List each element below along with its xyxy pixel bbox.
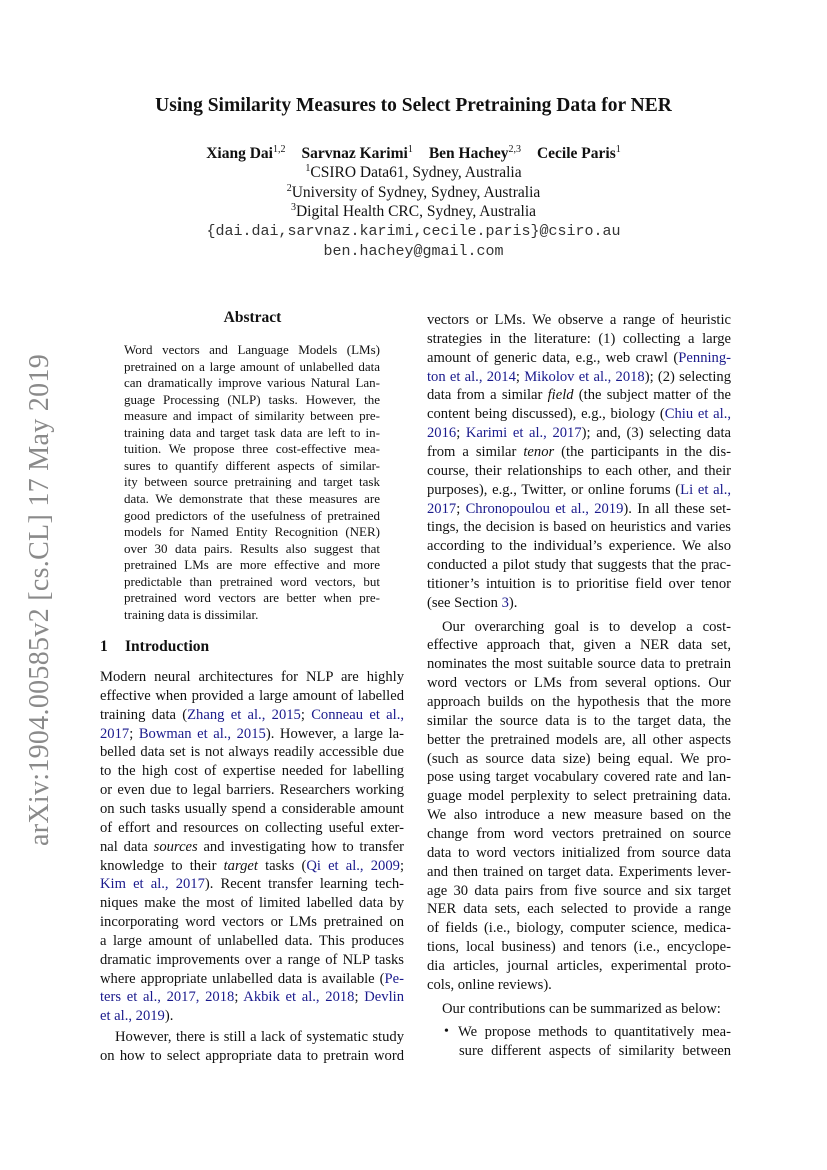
body-text: purposes), e.g., Twitter, or online forums ( — [427, 481, 681, 498]
body-text: and investigating how to transfer — [197, 838, 404, 855]
paragraph-line — [427, 712, 731, 730]
abstract-line: models for Named Entity Recognition (NER) — [124, 524, 380, 540]
arxiv-identifier-stamp — [10, 355, 70, 845]
body-text: pose using target vocabulary covered rate and lan- — [427, 769, 731, 786]
section-number: 1 — [100, 638, 108, 655]
paragraph-line — [100, 781, 404, 799]
citation-link[interactable]: Li et al., — [680, 481, 731, 498]
body-text: similar the source data is to the target data, the — [427, 712, 731, 729]
paragraph-line — [427, 957, 731, 975]
body-text: on how to select appropriate data to pretrain word — [100, 1048, 404, 1064]
paragraph-line — [427, 386, 731, 404]
body-text: of fields (i.e., biology, computer science, medica- — [427, 920, 731, 937]
paragraph-line — [100, 743, 404, 761]
body-text: cols, online reviews). — [427, 976, 552, 993]
body-text: guage model perplexity to select pretraining data. — [427, 788, 731, 805]
body-text: tasks ( — [257, 857, 307, 874]
paragraph-line — [427, 575, 731, 593]
paragraph-line — [100, 762, 404, 780]
author-list — [0, 144, 827, 163]
abstract-line: ity between source pretraining and target task — [124, 474, 380, 490]
paragraph-line — [427, 618, 731, 636]
author-name: Cecile Paris$^1$ — [536, 144, 621, 162]
author-name: Sarvnaz Karimi$^1$ — [301, 144, 413, 162]
author-name: Ben Hachey$^{2,3}$ — [428, 144, 521, 162]
paragraph-line — [100, 819, 404, 837]
emphasis-text: tenor — [523, 443, 555, 460]
author-affiliation-marker: 1,2 — [272, 144, 286, 155]
paragraph-line — [427, 349, 731, 367]
citation-link[interactable]: 3 — [501, 594, 509, 611]
body-text: ; — [456, 500, 466, 517]
paragraph-line — [427, 311, 731, 329]
abstract-line: pretrained on a large amount of unlabelled data — [124, 358, 380, 374]
citation-link[interactable]: ton et al., 2014 — [427, 368, 516, 385]
author-affiliation-marker: 1 — [407, 144, 413, 155]
body-text: and then trained on target data. Experiments lever- — [427, 863, 731, 880]
paragraph-line — [100, 1047, 404, 1065]
paragraph-line — [100, 706, 404, 724]
citation-link[interactable]: 2016 — [427, 425, 457, 442]
body-text: ); and, (3) selecting data — [581, 425, 731, 442]
body-text: Our overarching goal is to develop a cost- — [442, 618, 731, 635]
body-text: belled data set is not always readily accessible due — [100, 744, 404, 761]
body-text: ). However, a large la- — [265, 725, 404, 742]
paragraph-line — [100, 800, 404, 818]
body-text: (the participants in the dis- — [554, 443, 731, 460]
paragraph-line — [427, 518, 731, 536]
paragraph-line — [100, 857, 404, 875]
body-text: We also introduce a new measure based on the — [427, 807, 731, 824]
abstract-line: sures to quantify different aspects of similar- — [124, 457, 380, 473]
paragraph-line — [427, 500, 731, 518]
body-text: of effort and resources on collecting useful exter- — [100, 819, 404, 836]
section-title: Introduction — [125, 638, 210, 655]
body-text: ); (2) selecting — [644, 368, 731, 385]
paragraph-line — [427, 806, 731, 824]
body-text: to the high cost of expertise needed for labelling — [100, 763, 404, 780]
body-text: knowledge to their — [100, 857, 224, 874]
citation-link[interactable]: Akbik et al., 2018 — [243, 989, 355, 1006]
emphasis-text: target — [223, 857, 258, 874]
paper-title: Using Similarity Measures to Select Pretraining Data for NER — [155, 95, 672, 116]
paragraph-line — [427, 787, 731, 805]
abstract-line: tuition. We propose three cost-effective mea- — [124, 441, 380, 457]
abstract-line: predictable than pretrained word vectors, but — [124, 573, 380, 589]
paragraph-line — [100, 1007, 404, 1025]
body-text: Modern neural architectures for NLP are highly — [100, 669, 404, 685]
email-line-1[interactable]: {dai.dai,sarvnaz.karimi,cecile.paris}@csiro.au — [206, 223, 621, 240]
body-text: data to word vectors initialized from source data — [427, 844, 731, 861]
paragraph-line — [427, 768, 731, 786]
paragraph-line — [427, 882, 731, 900]
body-text: ). — [164, 1008, 174, 1025]
paragraph-line — [427, 976, 731, 994]
body-text: However, there is still a lack of systematic study — [115, 1029, 404, 1046]
body-text: data from a similar — [427, 387, 548, 404]
body-text: age 30 data pairs from five source and six target — [427, 882, 731, 899]
body-text: conducted a pilot study that suggests that the prac- — [427, 557, 731, 574]
body-text: effective when provided a large amount of labelled — [100, 687, 404, 704]
bullet-icon: • — [444, 1024, 449, 1040]
emphasis-text: sources — [153, 838, 198, 855]
body-text: ). — [508, 594, 518, 611]
paragraph-line — [427, 405, 731, 423]
citation-link[interactable]: Devlin — [364, 989, 404, 1006]
abstract-line: Word vectors and Language Models (LMs) — [124, 342, 380, 357]
body-text: effective approach that, given a NER data set, — [427, 637, 731, 654]
body-text: We propose methods to quantitatively mea- — [458, 1024, 731, 1041]
body-text: nominates the most suitable source data to pretrain — [427, 656, 731, 673]
body-text: where appropriate unlabelled data is available ( — [100, 970, 385, 987]
paragraph-line — [427, 368, 731, 386]
body-text: nal data — [100, 838, 154, 855]
arxiv-stamp-text: arXiv:1904.00585v2 [cs.CL] 17 May 2019 — [24, 353, 55, 847]
bullet-list-item — [443, 1023, 731, 1041]
section-heading-introduction — [100, 638, 209, 656]
citation-link[interactable]: et al., 2019 — [100, 1008, 165, 1025]
paragraph-line — [100, 875, 404, 893]
paragraph-line — [427, 844, 731, 862]
paragraph-line — [427, 731, 731, 749]
body-text: ; — [234, 989, 244, 1006]
abstract-line: training data and target task data are left to in- — [124, 424, 380, 440]
body-text: tings, the decision is based on heuristics and varies — [427, 519, 731, 536]
body-text: ; — [300, 706, 312, 723]
paragraph-line — [427, 825, 731, 843]
body-text: sure different aspects of similarity between — [459, 1043, 731, 1060]
paragraph-line — [427, 443, 731, 461]
paragraph-line — [100, 951, 404, 969]
paragraph-line — [427, 655, 731, 673]
citation-link[interactable]: Conneau et al., — [311, 706, 404, 723]
paragraph-line — [100, 932, 404, 950]
citation-link[interactable]: Pe- — [384, 970, 404, 987]
paragraph-line — [100, 687, 404, 705]
paragraph-line — [427, 330, 731, 348]
body-text: NER data sets, each selected to provide a range — [427, 901, 731, 918]
affiliation-2: $^2$University of Sydney, Sydney, Australia — [286, 183, 541, 201]
author-affiliation-marker: 2,3 — [508, 144, 521, 155]
body-text: course, their relationships to each other, and their — [427, 462, 731, 479]
paragraph-line — [427, 863, 731, 881]
author-affiliation-marker: 1 — [615, 144, 621, 155]
abstract-line: training data is dissimilar. — [124, 606, 259, 622]
paragraph-line — [100, 970, 404, 988]
body-text: strategies in the literature: (1) collecting a large — [427, 330, 731, 347]
body-text: ; — [129, 725, 139, 742]
body-text: amount of generic data, e.g., web crawl ( — [427, 349, 679, 366]
citation-link[interactable]: Zhang et al., 2015 — [187, 706, 301, 723]
paragraph-line — [100, 725, 404, 743]
body-text: ; — [456, 425, 466, 442]
paragraph-line — [427, 900, 731, 918]
body-text: niques make the most of limited labelled data by — [100, 895, 404, 912]
body-text: dramatic improvements over a range of NLP tasks — [100, 951, 404, 968]
paragraph-line — [427, 693, 731, 711]
paragraph-line — [427, 636, 731, 654]
emphasis-text: field — [547, 387, 574, 404]
citation-link[interactable]: Kim et al., 2017 — [100, 876, 205, 893]
citation-link[interactable]: 2017 — [100, 725, 130, 742]
paragraph-line — [100, 668, 404, 686]
citation-link[interactable]: Penning- — [678, 349, 731, 366]
paragraph-line — [427, 1000, 731, 1018]
body-text: ). In all these set- — [623, 500, 731, 517]
citation-link[interactable]: Chronopoulou et al., 2019 — [465, 500, 624, 517]
body-text: better the pretrained models are, all other aspects — [427, 731, 731, 748]
body-text: (see Section — [427, 594, 502, 611]
paragraph-line — [100, 894, 404, 912]
abstract-line: can dramatically improve various Natural Lan- — [124, 375, 380, 391]
body-text: (the subject matter of the — [573, 387, 731, 404]
citation-link[interactable]: 2017 — [427, 500, 457, 517]
author-name: Xiang Dai$^{1,2}$ — [206, 144, 286, 162]
body-text: word vectors or LMs from several options. Our — [427, 675, 731, 692]
citation-link[interactable]: Bowman et al., 2015 — [138, 725, 266, 742]
body-text: ; — [354, 989, 365, 1006]
affiliation-3: $^3$Digital Health CRC, Sydney, Australia — [290, 202, 537, 220]
citation-link[interactable]: Mikolov et al., 2018 — [524, 368, 645, 385]
citation-link[interactable]: ters et al., 2017, 2018 — [100, 989, 235, 1006]
body-text: titioner’s intuition is to prioritise field over tenor — [427, 575, 731, 592]
abstract-heading: Abstract — [223, 309, 282, 326]
body-text: on such tasks usually spend a considerable amount — [100, 800, 404, 817]
abstract-line: over 30 data pairs. Results also suggest that — [124, 540, 380, 556]
body-text: approach builds on the hypothesis that the more — [427, 694, 731, 710]
paragraph-line — [100, 1028, 404, 1046]
email-line-2[interactable]: ben.hachey@gmail.com — [323, 243, 504, 260]
paragraph-line — [427, 462, 731, 480]
abstract-line: guage Processing (NLP) tasks. However, the — [124, 391, 380, 407]
paragraph-line — [427, 537, 731, 555]
abstract-line: good predictors of the usefulness of pretrained — [124, 507, 380, 523]
paragraph-line — [427, 556, 731, 574]
citation-link[interactable]: Chiu et al., — [664, 406, 731, 423]
body-text: from a similar — [427, 443, 524, 460]
paragraph-line — [427, 919, 731, 937]
paragraph-line — [427, 750, 731, 768]
body-text: tions, local business) and tenors (i.e., encyclope- — [427, 939, 731, 956]
citation-link[interactable]: Karimi et al., 2017 — [465, 425, 582, 442]
body-text: ; — [399, 857, 404, 874]
paragraph-line — [100, 913, 404, 931]
body-text: change from word vectors pretrained on source — [427, 825, 731, 842]
body-text: according to the individual’s experience. We also — [427, 538, 731, 555]
paragraph-line — [427, 674, 731, 692]
abstract-line: data. We demonstrate that these measures are — [124, 490, 380, 506]
abstract-line: pretrained word vectors are better when pre- — [124, 590, 380, 606]
body-text: training data ( — [100, 706, 188, 723]
paragraph-line — [100, 988, 404, 1006]
abstract-line: measure and impact of similarity between pre- — [124, 408, 380, 424]
body-text: incorporating word vectors or LMs pretrained on — [100, 914, 404, 931]
paragraph-line — [427, 594, 731, 612]
paragraph-line — [100, 838, 404, 856]
body-text: (such as source data size) being equal. We pro- — [427, 750, 731, 767]
body-text: content being discussed), e.g., biology ( — [427, 406, 665, 423]
body-text: or even due to legal barriers. Researchers working — [100, 782, 404, 799]
body-text: Our contributions can be summarized as below: — [442, 1000, 721, 1017]
body-text: vectors or LMs. We observe a range of heuristic — [427, 312, 731, 328]
paragraph-line — [427, 481, 731, 499]
citation-link[interactable]: Qi et al., 2009 — [306, 857, 400, 874]
body-text: ). Recent transfer learning tech- — [204, 876, 404, 893]
body-text: ; — [515, 368, 525, 385]
abstract-line: pretrained LMs are more effective and more — [124, 557, 380, 573]
paragraph-line — [459, 1042, 731, 1060]
paragraph-line — [427, 938, 731, 956]
paragraph-line — [427, 424, 731, 442]
affiliation-1: $^1$CSIRO Data61, Sydney, Australia — [305, 163, 522, 181]
body-text: a large amount of unlabelled data. This produces — [100, 932, 404, 949]
body-text: dia articles, journal articles, experimental proto- — [427, 957, 731, 974]
